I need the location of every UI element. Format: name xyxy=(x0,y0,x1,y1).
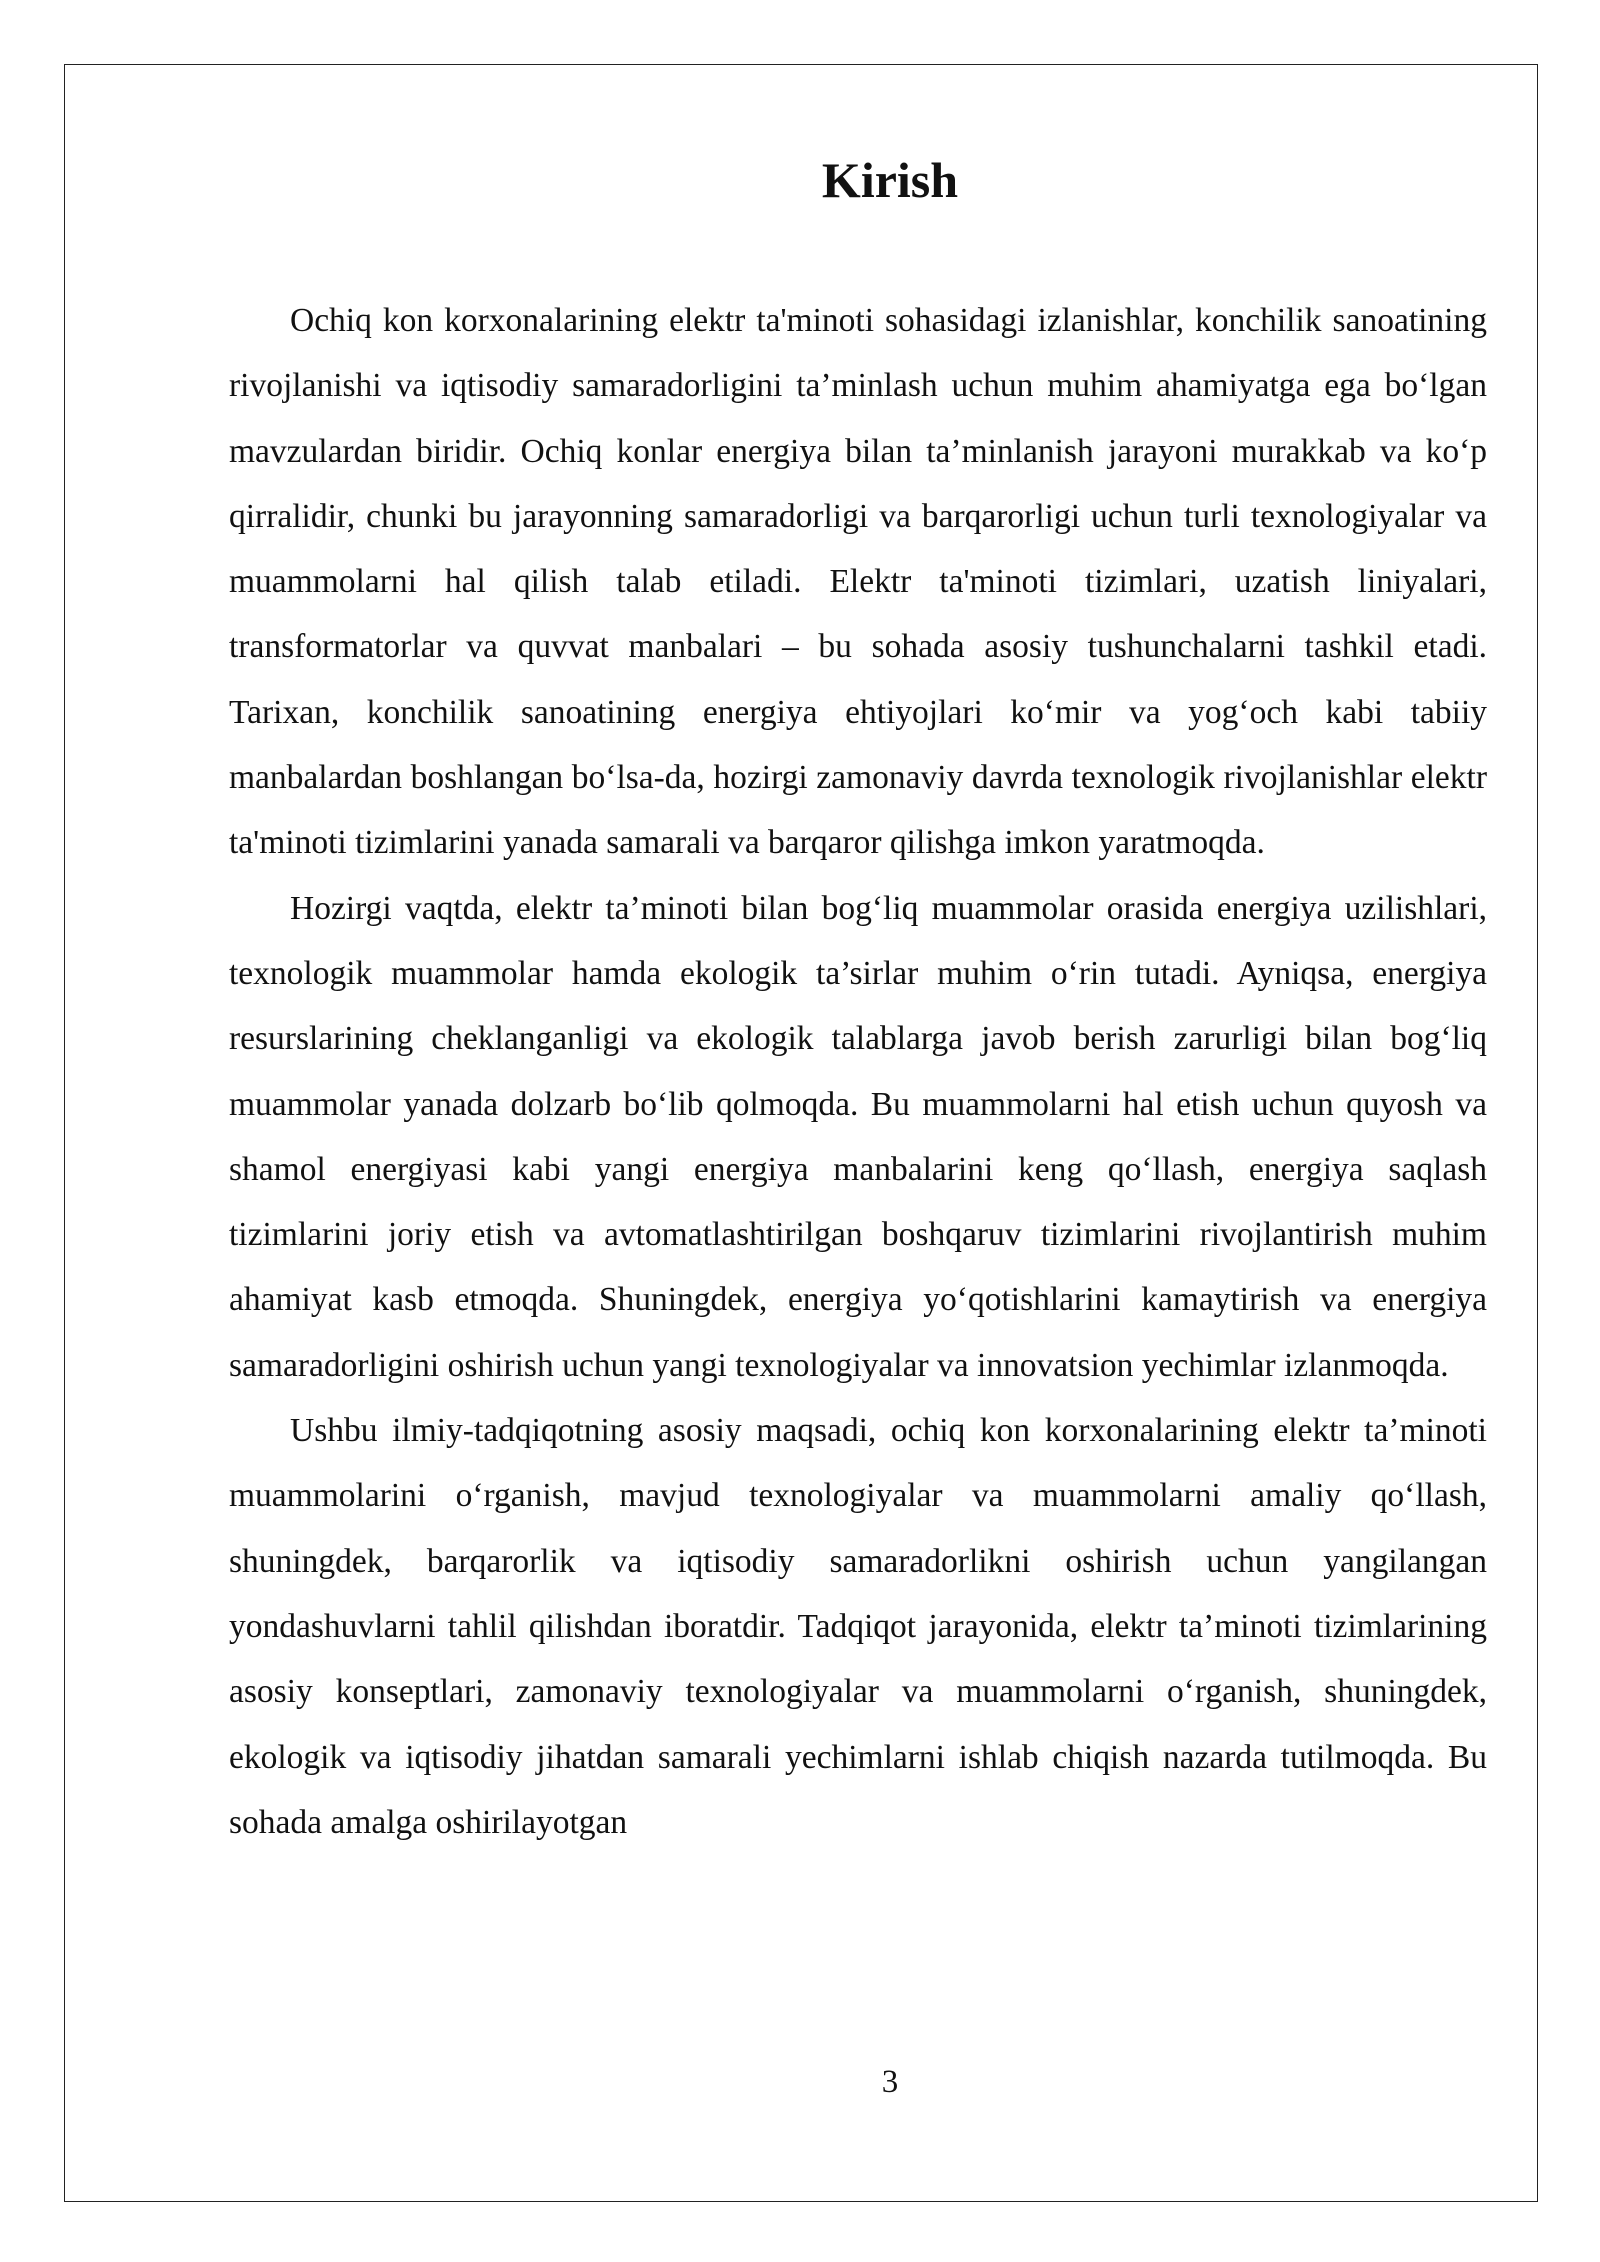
page-title: Kirish xyxy=(821,152,959,208)
document-body xyxy=(229,288,1487,1855)
paragraph-1: Ochiq kon korxonalarining elektr ta'minoti sohasidagi izlanishlar, konchilik sanoatining rivojlanishi va iqtisodiy samaradorligini ta’minlash uchun muhim ahamiyatga ega bo‘lgan mavzulardan biridir. Ochiq konlar energiya bilan ta’minlanish jarayoni murakkab va ko‘p qirralidir, chunki bu jarayonning samaradorligi va barqarorligi uchun turli texnologiyalar va muammolarni hal qilish talab etiladi. Elektr ta'minoti tizimlari, uzatish liniyalari, transformatorlar va quvvat manbalari – bu sohada asosiy tushunchalarni tashkil etadi. Tarixan, konchilik sanoatining energiya ehtiyojlari ko‘mir va yog‘och kabi tabiiy manbalardan boshlangan bo‘lsa-da, hozirgi zamonaviy davrda texnologik rivojlanishlar elektr ta'minoti tizimlarini yanada samarali va barqaror qilishga imkon yaratmoqda. xyxy=(229,302,1487,862)
paragraph-3: Ushbu ilmiy-tadqiqotning asosiy maqsadi, ochiq kon korxonalarining elektr ta’minoti muammolarini o‘rganish, mavjud texnologiyalar va muammolarni amaliy qo‘llash, shuningdek, barqarorlik va iqtisodiy samaradorlikni oshirish uchun yangilangan yondashuvlarni tahlil qilishdan iboratdir. Tadqiqot jarayonida, elektr ta’minoti tizimlarining asosiy konseptlari, zamonaviy texnologiyalar va muammolarni o‘rganish, shuningdek, ekologik va iqtisodiy jihatdan samarali yechimlarni ishlab chiqish nazarda tutilmoqda. Bu sohada amalga oshirilayotgan xyxy=(229,1412,1487,1841)
page-number: 3 xyxy=(881,2064,899,2100)
paragraph-2: Hozirgi vaqtda, elektr ta’minoti bilan bog‘liq muammolar orasida energiya uzilishlari, texnologik muammolar hamda ekologik ta’sirlar muhim o‘rin tutadi. Ayniqsa, energiya resurslarining cheklanganligi va ekologik talablarga javob berish zarurligi bilan bog‘liq muammolar yanada dolzarb bo‘lib qolmoqda. Bu muammolarni hal etish uchun quyosh va shamol energiyasi kabi yangi energiya manbalarini keng qo‘llash, energiya saqlash tizimlarini joriy etish va avtomatlashtirilgan boshqaruv tizimlarini rivojlantirish muhim ahamiyat kasb etmoqda. Shuningdek, energiya yo‘qotishlarini kamaytirish va energiya samaradorligini oshirish uchun yangi texnologiyalar va innovatsion yechimlar izlanmoqda. xyxy=(229,889,1487,1384)
